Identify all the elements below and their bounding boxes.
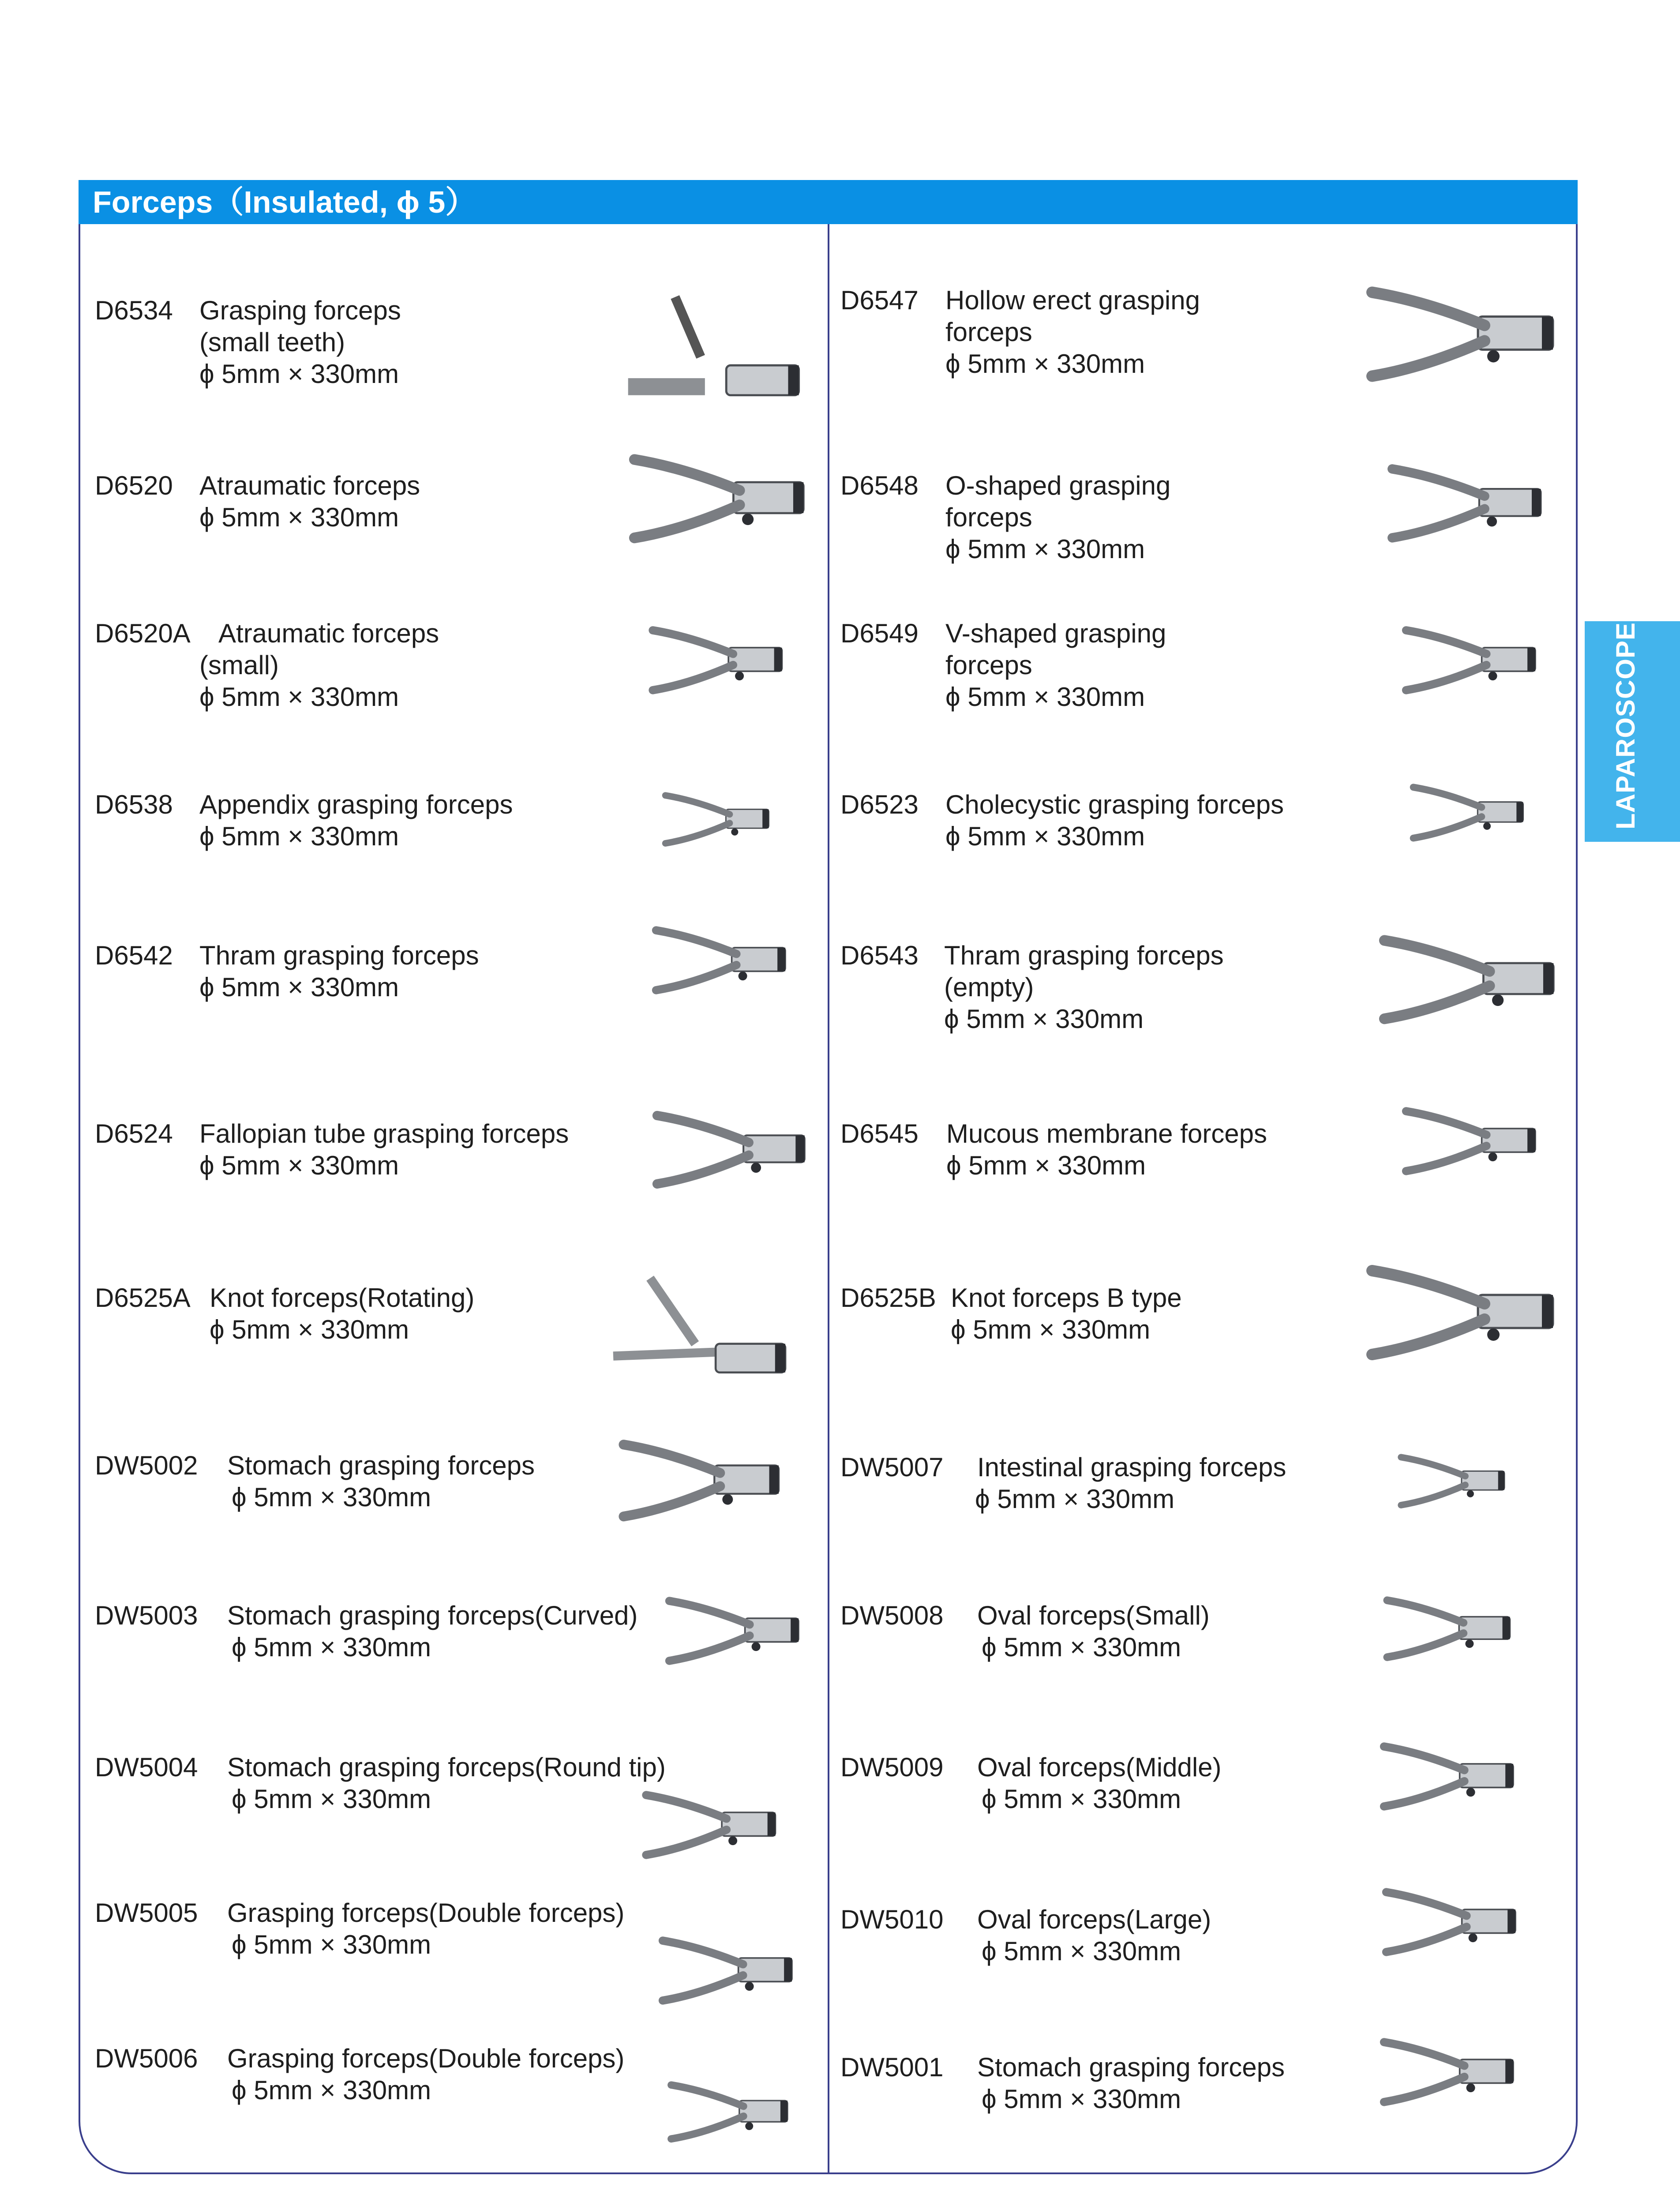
side-tab — [1585, 578, 1680, 842]
product-spec: ϕ 5mm × 330mm — [232, 2075, 431, 2105]
forceps-oval-large-icon — [1337, 1880, 1562, 1968]
product-name: forceps — [945, 503, 1032, 532]
product-spec: ϕ 5mm × 330mm — [982, 1936, 1181, 1966]
product-code: D6523 — [840, 790, 919, 819]
product-spec: ϕ 5mm × 330mm — [975, 1484, 1175, 1514]
product-spec: ϕ 5mm × 330mm — [232, 1482, 431, 1512]
product-name: Oval forceps(Middle) — [977, 1752, 1222, 1782]
product-name: Mucous membrane forceps — [946, 1119, 1267, 1148]
product-name: Knot forceps(Rotating) — [210, 1283, 475, 1313]
product-code: DW5005 — [95, 1898, 198, 1928]
forceps-hollow-icon — [1359, 274, 1562, 399]
product-name: Cholecystic grasping forceps — [945, 790, 1284, 819]
product-name: Knot forceps B type — [951, 1283, 1182, 1313]
product-name: (small) — [199, 650, 279, 680]
product-spec: ϕ 5mm × 330mm — [210, 1315, 409, 1344]
product-spec: ϕ 5mm × 330mm — [982, 1632, 1181, 1662]
section-header — [79, 180, 1578, 224]
product-spec: ϕ 5mm × 330mm — [199, 822, 399, 851]
product-spec: ϕ 5mm × 330mm — [944, 1004, 1144, 1034]
product-name: Stomach grasping forceps — [977, 2052, 1285, 2082]
product-name: Thram grasping forceps — [199, 941, 479, 970]
product-spec: ϕ 5mm × 330mm — [945, 682, 1145, 712]
product-name: forceps — [945, 317, 1032, 347]
product-spec: ϕ 5mm × 330mm — [982, 2084, 1181, 2114]
product-name: V-shaped grasping — [945, 619, 1166, 648]
product-name: Fallopian tube grasping forceps — [199, 1119, 569, 1148]
product-spec: ϕ 5mm × 330mm — [232, 1784, 431, 1814]
forceps-knot-b-icon — [1359, 1244, 1562, 1385]
product-name: Atraumatic forceps — [218, 619, 439, 648]
product-name: Grasping forceps(Double forceps) — [227, 1898, 625, 1928]
forceps-stomach-icon — [585, 1429, 814, 1535]
product-spec: ϕ 5mm × 330mm — [199, 1151, 399, 1180]
product-code: D6542 — [95, 941, 173, 970]
product-code: D6545 — [840, 1119, 919, 1148]
forceps-round-tip-icon — [607, 1782, 812, 1871]
forceps-atraumatic-small-icon — [620, 618, 812, 706]
product-spec: ϕ 5mm × 330mm — [199, 359, 399, 389]
product-spec: ϕ 5mm × 330mm — [232, 1632, 431, 1662]
forceps-toothed-open-icon — [611, 274, 807, 406]
forceps-intestinal-icon — [1341, 1447, 1562, 1518]
product-spec: ϕ 5mm × 330mm — [946, 1151, 1146, 1180]
product-name: Intestinal grasping forceps — [977, 1452, 1286, 1482]
product-name: Stomach grasping forceps — [227, 1451, 535, 1480]
product-spec: ϕ 5mm × 330mm — [199, 972, 399, 1002]
product-code: D6543 — [840, 941, 919, 970]
product-code: DW5009 — [840, 1752, 944, 1782]
forceps-atraumatic-icon — [622, 441, 812, 560]
product-code: DW5006 — [95, 2044, 198, 2073]
column-divider — [828, 224, 829, 2174]
product-name: O-shaped grasping — [945, 471, 1171, 500]
product-code: DW5002 — [95, 1451, 198, 1480]
product-name: Oval forceps(Large) — [977, 1905, 1211, 1934]
forceps-o-shaped-icon — [1368, 454, 1562, 556]
product-name: Appendix grasping forceps — [199, 790, 513, 819]
product-code: DW5007 — [840, 1452, 944, 1482]
forceps-thram-empty-icon — [1372, 918, 1562, 1046]
forceps-fallopian-icon — [646, 1099, 812, 1204]
forceps-oval-small-icon — [1332, 1588, 1562, 1672]
forceps-stomach-icon — [1332, 2030, 1562, 2118]
product-name: Grasping forceps — [199, 296, 401, 325]
side-tab-label: LAPAROSCOPE DF — [1611, 578, 1640, 829]
product-code: D6524 — [95, 1119, 173, 1148]
product-name: forceps — [945, 650, 1032, 680]
forceps-double-icon — [631, 1928, 821, 2016]
product-name: (small teeth) — [199, 327, 345, 357]
forceps-stomach-curved-icon — [640, 1588, 825, 1677]
product-spec: ϕ 5mm × 330mm — [982, 1784, 1181, 1814]
forceps-v-shaped-icon — [1376, 618, 1562, 706]
product-code: DW5003 — [95, 1601, 198, 1630]
product-name: Stomach grasping forceps(Round tip) — [227, 1752, 666, 1782]
product-name: Hollow erect grasping — [945, 285, 1200, 315]
product-code: D6520A — [95, 619, 191, 648]
forceps-cholecystic-icon — [1372, 777, 1562, 852]
product-spec: ϕ 5mm × 330mm — [232, 1930, 431, 1959]
product-code: D6525B — [840, 1283, 936, 1313]
product-code: DW5004 — [95, 1752, 198, 1782]
product-code: D6525A — [95, 1283, 191, 1313]
product-name: Stomach grasping forceps(Curved) — [227, 1601, 638, 1630]
product-spec: ϕ 5mm × 330mm — [945, 822, 1145, 851]
forceps-appendix-icon — [620, 785, 812, 856]
product-spec: ϕ 5mm × 330mm — [199, 503, 399, 532]
product-code: D6549 — [840, 619, 919, 648]
forceps-knot-rotating-icon — [585, 1262, 814, 1377]
product-code: DW5010 — [840, 1905, 944, 1934]
product-name: Atraumatic forceps — [199, 471, 420, 500]
section-title: Forceps（Insulated, ϕ 5） — [93, 185, 476, 219]
forceps-thram-icon — [626, 918, 812, 1006]
product-code: D6538 — [95, 790, 173, 819]
product-name: Oval forceps(Small) — [977, 1601, 1210, 1630]
product-code: DW5001 — [840, 2052, 944, 2082]
product-spec: ϕ 5mm × 330mm — [951, 1315, 1151, 1344]
product-code: D6534 — [95, 296, 173, 325]
forceps-oval-middle-icon — [1332, 1734, 1562, 1822]
product-spec: ϕ 5mm × 330mm — [945, 534, 1145, 564]
product-name: Thram grasping forceps — [944, 941, 1224, 970]
forceps-mucous-icon — [1376, 1099, 1562, 1187]
product-code: D6547 — [840, 285, 919, 315]
product-code: DW5008 — [840, 1601, 944, 1630]
product-name: Grasping forceps(Double forceps) — [227, 2044, 625, 2073]
product-spec: ϕ 5mm × 330mm — [945, 349, 1145, 379]
product-spec: ϕ 5mm × 330mm — [199, 682, 399, 712]
product-name: (empty) — [944, 972, 1034, 1002]
forceps-double-icon — [640, 2074, 816, 2153]
product-code: D6548 — [840, 471, 919, 500]
product-code: D6520 — [95, 471, 173, 500]
